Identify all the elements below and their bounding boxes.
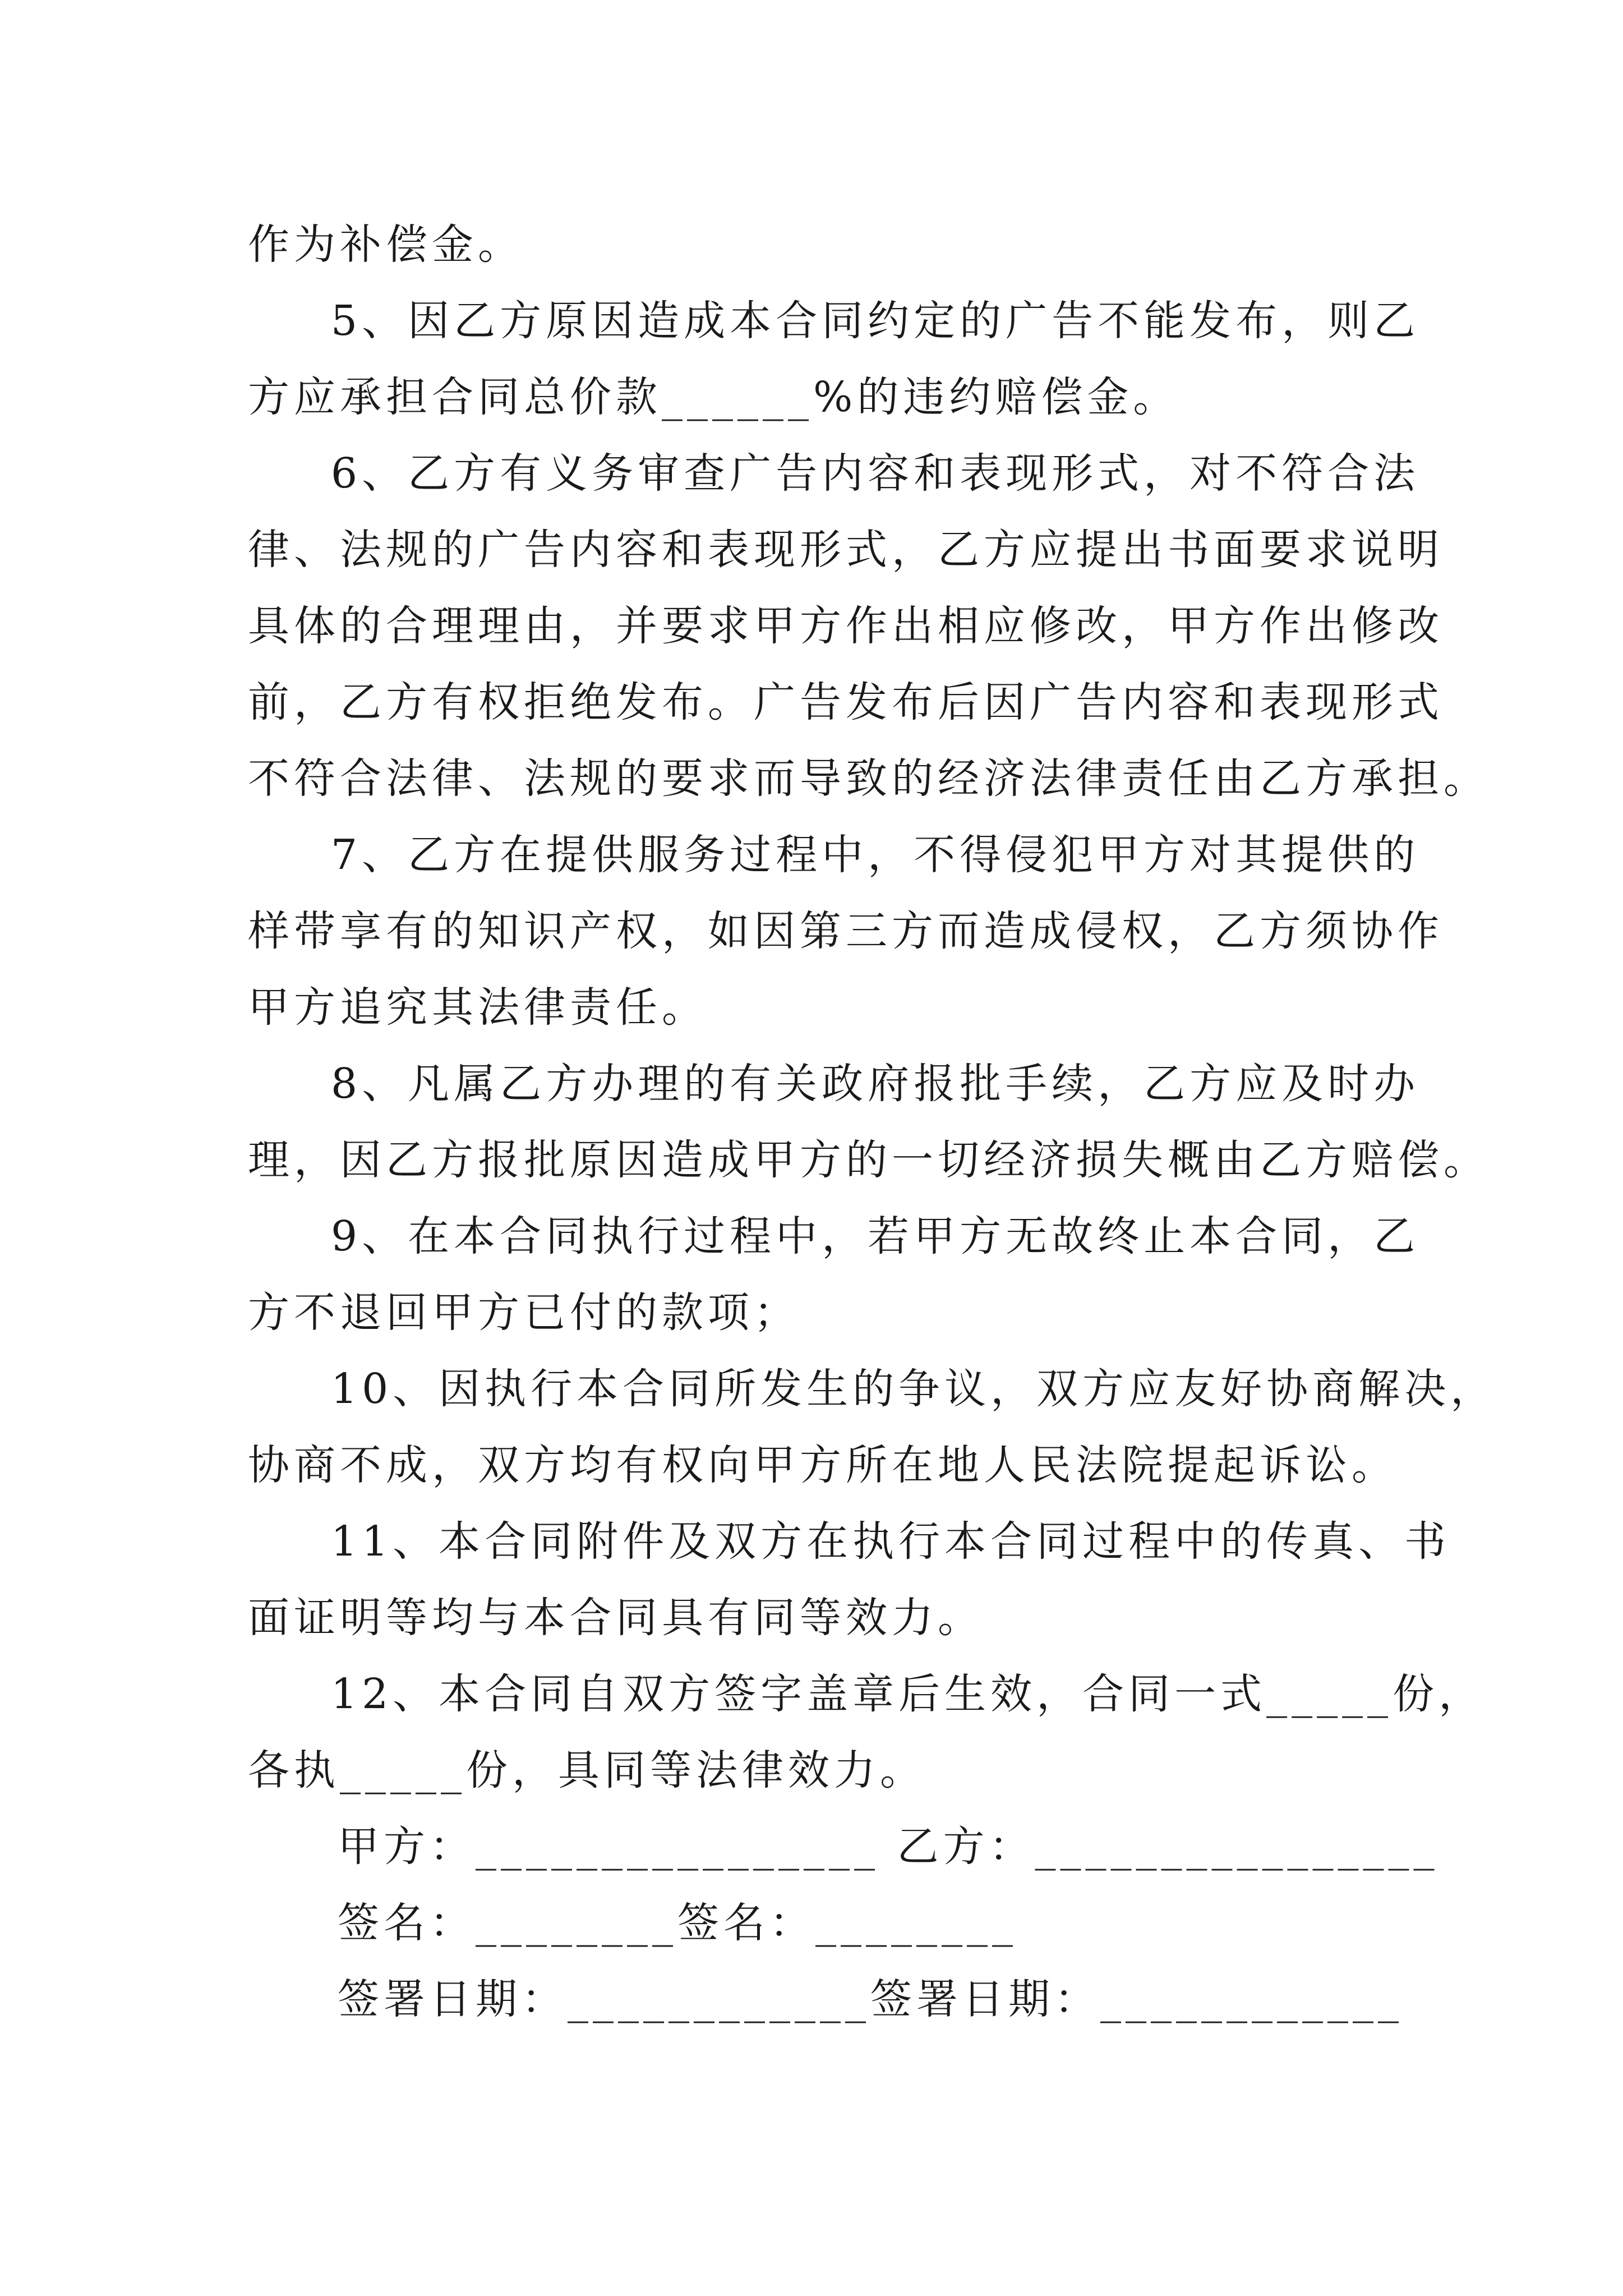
clause-7-line-2: 样带享有的知识产权，如因第三方而造成侵权，乙方须协作 bbox=[248, 907, 1444, 955]
signing-date-line: 签署日期：____________签署日期：____________ bbox=[338, 1975, 1403, 2023]
text-line: 作为补偿金。 bbox=[248, 220, 524, 269]
clause-9-line-2: 方不退回甲方已付的款项； bbox=[248, 1289, 800, 1337]
clause-6-line-5: 不符合法律、法规的要求而导致的经济法律责任由乙方承担。 bbox=[248, 754, 1490, 803]
signature-block bbox=[248, 1809, 1439, 2037]
clause-6-line-2: 律、法规的广告内容和表现形式，乙方应提出书面要求说明 bbox=[248, 526, 1444, 574]
clause-11-line-2: 面证明等均与本合同具有同等效力。 bbox=[248, 1594, 984, 1642]
clause-6-line-1: 6、乙方有义务审查广告内容和表现形式，对不符合法 bbox=[331, 449, 1420, 498]
clause-12-line-2: 各执_____份，具同等法律效力。 bbox=[248, 1746, 926, 1795]
clause-12-line-1: 12、本合同自双方签字盖章后生效，合同一式_____份， bbox=[331, 1670, 1485, 1718]
clause-8-line-1: 8、凡属乙方办理的有关政府报批手续，乙方应及时办 bbox=[331, 1060, 1420, 1108]
clause-8-line-2: 理，因乙方报批原因造成甲方的一切经济损失概由乙方赔偿。 bbox=[248, 1136, 1490, 1184]
clause-6-line-3: 具体的合理理由，并要求甲方作出相应修改，甲方作出修改 bbox=[248, 602, 1444, 650]
clause-7-line-1: 7、乙方在提供服务过程中，不得侵犯甲方对其提供的 bbox=[331, 831, 1420, 879]
contract-body bbox=[248, 206, 1497, 2037]
clause-5-line-2: 方应承担合同总价款______%的违约赔偿金。 bbox=[248, 373, 1179, 421]
clause-7-line-3: 甲方追究其法律责任。 bbox=[248, 983, 708, 1032]
clause-9-line-1: 9、在本合同执行过程中，若甲方无故终止本合同，乙 bbox=[331, 1212, 1420, 1260]
clause-10-line-1: 10、因执行本合同所发生的争议，双方应友好协商解决， bbox=[331, 1365, 1497, 1413]
clause-5-line-1: 5、因乙方原因造成本合同约定的广告不能发布，则乙 bbox=[331, 297, 1420, 345]
signature-line: 签名：________签名：________ bbox=[338, 1899, 1017, 1947]
clause-11-line-1: 11、本合同附件及双方在执行本合同过程中的传真、书 bbox=[331, 1517, 1451, 1566]
clause-10-line-2: 协商不成，双方均有权向甲方所在地人民法院提起诉讼。 bbox=[248, 1441, 1398, 1489]
party-line: 甲方：________________ 乙方：________________ bbox=[338, 1823, 1439, 1871]
clause-6-line-4: 前，乙方有权拒绝发布。广告发布后因广告内容和表现形式 bbox=[248, 678, 1444, 726]
